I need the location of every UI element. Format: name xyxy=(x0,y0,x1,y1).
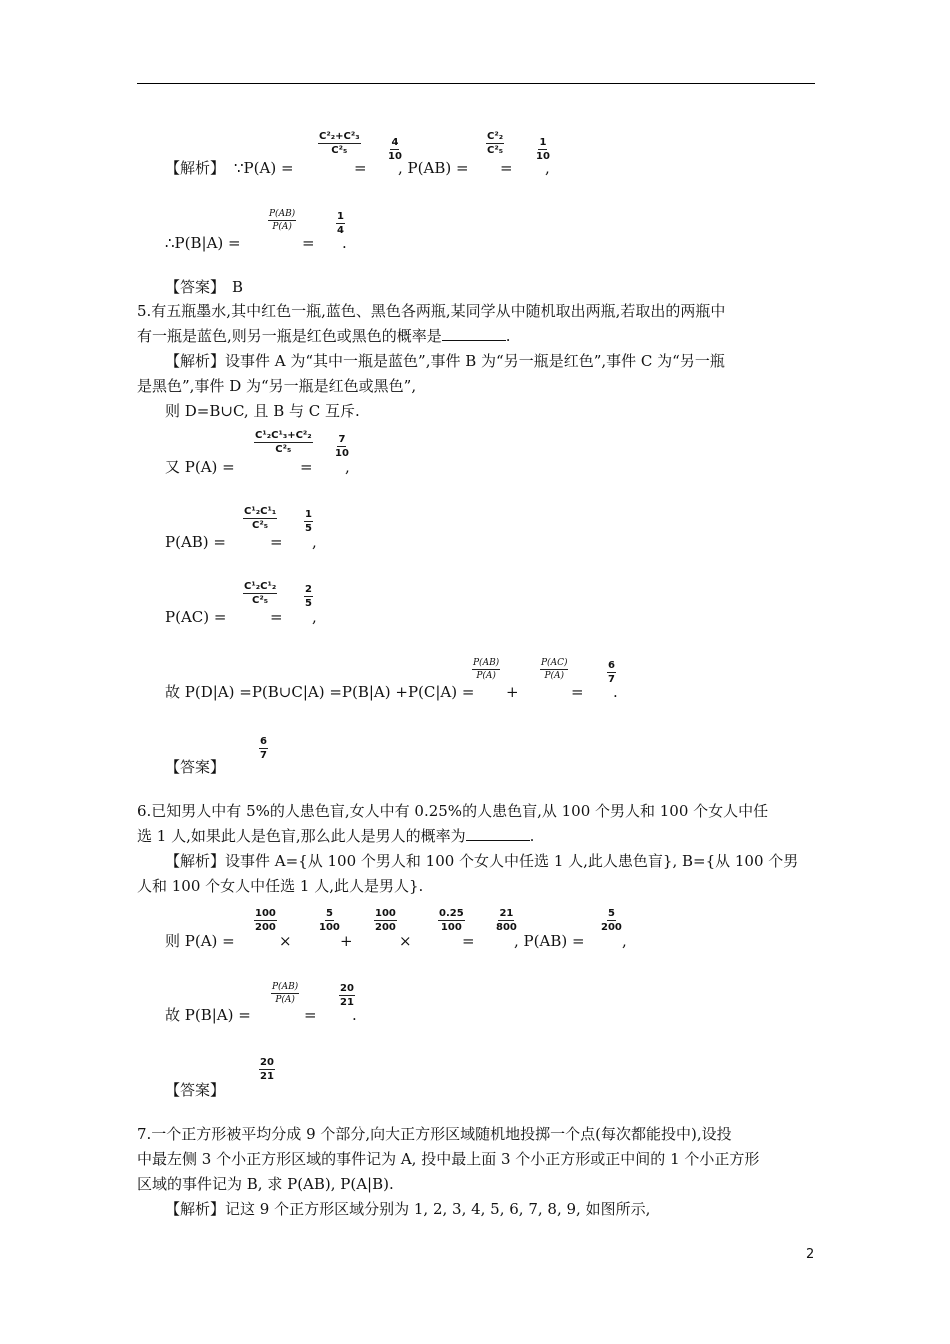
fraction-numerator: 6 xyxy=(608,660,615,671)
equals-sign: = xyxy=(302,234,315,252)
comma: , xyxy=(545,159,550,177)
q6-stem-line-1: 6.已知男人中有 5%的人患色盲,女人中有 0.25%的人患色盲,从 100 个男人和 100 个女人中任 xyxy=(137,802,769,820)
fraction-numerator: C¹₂C¹₁ xyxy=(244,506,277,517)
q6-solution-text: 设事件 A={从 100 个男人和 100 个女人中任选 1 人,此人患色盲}, B={从 100 个男 xyxy=(225,852,799,870)
fraction-numerator: P(AB) xyxy=(272,982,299,992)
q5-fraction-pa xyxy=(254,430,313,455)
q4-pab-label: , P(AB) = xyxy=(398,159,469,177)
q6-pa-label: 则 P(A) = xyxy=(165,932,235,950)
fraction-denominator: 7 xyxy=(260,750,267,761)
period: . xyxy=(342,234,347,252)
q6-fraction-100-200 xyxy=(254,908,277,933)
fraction-numerator: 0.25 xyxy=(439,908,464,919)
fraction-denominator: 21 xyxy=(260,1071,274,1082)
comma: , xyxy=(312,533,317,551)
equals-sign: = xyxy=(462,932,475,950)
fraction-numerator: 20 xyxy=(260,1057,274,1068)
equals-sign: = xyxy=(354,159,367,177)
q6-fraction-5-200 xyxy=(601,908,622,933)
q6-solution-line-1 xyxy=(165,851,798,871)
q4-answer-label: 【答案】 xyxy=(165,278,226,296)
page-number: 2 xyxy=(806,1247,815,1262)
plus-sign: + xyxy=(506,683,519,701)
q5-solution-label: 【解析】 xyxy=(165,352,226,370)
answer-blank xyxy=(466,826,530,841)
q6-pba-label: 故 P(B|A) = xyxy=(165,1006,251,1024)
q7-stem-line-1: 7.一个正方形被平均分成 9 个部分,向大正方形区域随机地投掷一个点(每次都能投中),设投 xyxy=(137,1125,732,1143)
q5-fraction-7-10 xyxy=(335,434,349,459)
equals-sign: = xyxy=(500,159,513,177)
q5-stem-line-2 xyxy=(137,326,511,346)
q7-stem-line-3: 区域的事件记为 B, 求 P(AB), P(A|B). xyxy=(137,1175,394,1193)
fraction-numerator: 6 xyxy=(260,736,267,747)
fraction-denominator: 5 xyxy=(305,523,312,534)
equals-sign: = xyxy=(300,458,313,476)
q6-fraction-21-800 xyxy=(496,908,517,933)
fraction-denominator: 7 xyxy=(608,674,615,685)
fraction-numerator: C¹₂C¹₂ xyxy=(244,581,277,592)
equals-sign: = xyxy=(571,683,584,701)
comma: , xyxy=(345,458,350,476)
q6-pab-label: , P(AB) = xyxy=(514,932,585,950)
fraction-numerator: P(AB) xyxy=(473,658,500,668)
q6-stem-line-2 xyxy=(137,826,534,846)
fraction-numerator: 1 xyxy=(337,211,344,222)
q4-fraction-pab-pa xyxy=(268,209,296,232)
fraction-denominator: P(A) xyxy=(272,222,292,232)
times-sign: × xyxy=(399,932,412,950)
fraction-denominator: 5 xyxy=(305,598,312,609)
period: . xyxy=(505,327,511,345)
fraction-denominator: 10 xyxy=(335,448,349,459)
q5-solution-line-2: 是黑色”,事件 D 为“另一瓶是红色或黑色”, xyxy=(137,377,417,395)
header-rule xyxy=(137,83,815,84)
q5-fraction-2-5 xyxy=(304,584,313,609)
q5-solution-line-3: 则 D=B∪C, 且 B 与 C 互斥. xyxy=(165,402,360,420)
fraction-denominator: 100 xyxy=(319,922,340,933)
q4-answer-value: B xyxy=(232,278,244,296)
q5-fraction-pac xyxy=(243,581,277,606)
q4-fraction-c22 xyxy=(486,131,504,156)
fraction-denominator: 800 xyxy=(496,922,517,933)
q5-pda-label: 故 P(D|A) =P(B∪C|A) =P(B|A) +P(C|A) = xyxy=(165,683,475,701)
q5-solution-text: 设事件 A 为“其中一瓶是蓝色”,事件 B 为“另一瓶是红色”,事件 C 为“另一瓶 xyxy=(225,352,725,370)
fraction-numerator: 1 xyxy=(539,137,547,148)
fraction-denominator: 10 xyxy=(388,151,402,162)
fraction-denominator: 10 xyxy=(536,151,550,162)
equals-sign: = xyxy=(270,533,283,551)
q4-solution-label: 【解析】 xyxy=(165,159,226,177)
fraction-denominator: C²₅ xyxy=(275,444,292,455)
fraction-numerator: C²₂ xyxy=(487,131,504,142)
fraction-denominator: 21 xyxy=(340,997,354,1008)
equals-sign: = xyxy=(304,1006,317,1024)
fraction-numerator: P(AC) xyxy=(541,658,568,668)
q5-pab-label: P(AB) = xyxy=(165,533,226,551)
q6-fraction-100-200-b xyxy=(374,908,397,933)
period: . xyxy=(352,1006,357,1024)
q5-solution-line-1 xyxy=(165,351,725,371)
fraction-denominator: P(A) xyxy=(476,671,496,681)
equals-sign: = xyxy=(270,608,283,626)
q6-solution-label: 【解析】 xyxy=(165,852,226,870)
q6-fraction-025-100 xyxy=(438,908,465,933)
fraction-numerator: 21 xyxy=(499,908,514,919)
q5-fraction-pab-pa xyxy=(472,658,500,681)
fraction-numerator: C²₂+C²₃ xyxy=(319,131,360,142)
fraction-numerator: 7 xyxy=(338,434,346,445)
comma: , xyxy=(312,608,317,626)
fraction-numerator: 5 xyxy=(607,908,615,919)
q5-answer-label: 【答案】 xyxy=(165,758,226,776)
q4-pa-label: ∵P(A) = xyxy=(234,159,294,177)
fraction-numerator: 20 xyxy=(340,983,354,994)
times-sign: × xyxy=(279,932,292,950)
fraction-denominator: 200 xyxy=(601,922,622,933)
q7-solution-label: 【解析】 xyxy=(165,1200,226,1218)
q6-solution-line-2: 人和 100 个女人中任选 1 人,此人是男人}. xyxy=(137,877,424,895)
fraction-denominator: 4 xyxy=(337,225,344,236)
fraction-denominator: P(A) xyxy=(544,671,565,681)
fraction-denominator: C²₅ xyxy=(331,145,348,156)
plus-sign: + xyxy=(340,932,353,950)
q4-fraction-c-sum xyxy=(318,131,361,156)
q5-stem-text: 有一瓶是蓝色,则另一瓶是红色或黑色的概率是 xyxy=(137,327,442,345)
q5-fraction-pab xyxy=(243,506,277,531)
comma: , xyxy=(622,932,627,950)
fraction-denominator: C²₅ xyxy=(252,520,269,531)
q6-answer-fraction xyxy=(259,1057,275,1082)
period: . xyxy=(613,683,618,701)
q5-fraction-1-5 xyxy=(304,509,313,534)
q7-solution-line-1 xyxy=(165,1199,650,1219)
q5-fraction-pac-pa xyxy=(540,658,568,681)
q6-answer-label: 【答案】 xyxy=(165,1081,226,1099)
q6-stem-text: 选 1 人,如果此人是色盲,那么此人是男人的概率为 xyxy=(137,827,466,845)
answer-blank xyxy=(442,326,506,341)
fraction-numerator: 1 xyxy=(305,509,312,520)
q4-pba-label: ∴P(B|A) = xyxy=(165,234,241,252)
fraction-denominator: 200 xyxy=(375,922,396,933)
q5-pa-label: 又 P(A) = xyxy=(165,458,235,476)
q7-solution-text: 记这 9 个正方形区域分别为 1, 2, 3, 4, 5, 6, 7, 8, 9, 如图所示, xyxy=(225,1200,651,1218)
q7-stem-line-2: 中最左侧 3 个小正方形区域的事件记为 A, 投中最上面 3 个小正方形或正中间的 1 个小正方形 xyxy=(137,1150,760,1168)
fraction-numerator: C¹₂C¹₃+C²₂ xyxy=(255,430,312,441)
fraction-denominator: P(A) xyxy=(275,995,295,1005)
fraction-numerator: 4 xyxy=(391,137,399,148)
fraction-denominator: 200 xyxy=(255,922,276,933)
fraction-numerator: 5 xyxy=(325,908,333,919)
fraction-numerator: 100 xyxy=(255,908,276,919)
q5-answer-fraction xyxy=(259,736,268,761)
fraction-numerator: 100 xyxy=(375,908,396,919)
fraction-numerator: P(AB) xyxy=(269,209,296,219)
q6-fraction-pab-pa xyxy=(271,982,299,1005)
fraction-denominator: C²₅ xyxy=(487,145,504,156)
fraction-denominator: C²₅ xyxy=(252,595,269,606)
fraction-numerator: 2 xyxy=(305,584,312,595)
period: . xyxy=(529,827,535,845)
fraction-denominator: 100 xyxy=(440,922,462,933)
q5-pac-label: P(AC) = xyxy=(165,608,227,626)
q6-fraction-5-100 xyxy=(319,908,340,933)
q5-stem-line-1: 5.有五瓶墨水,其中红色一瓶,蓝色、黑色各两瓶,某同学从中随机取出两瓶,若取出的两瓶中 xyxy=(137,302,726,320)
